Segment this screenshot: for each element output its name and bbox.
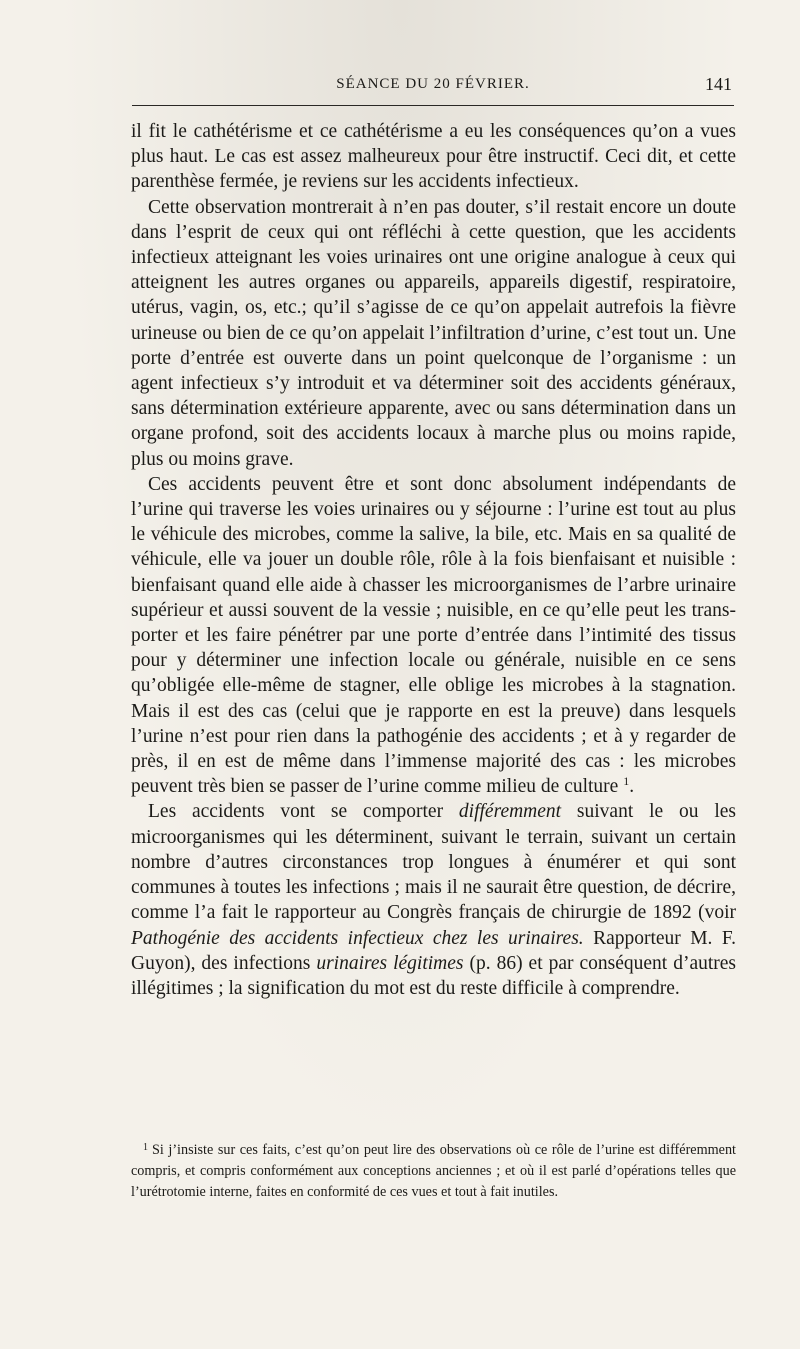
footnote-paragraph xyxy=(131,1140,736,1202)
body-text xyxy=(131,119,736,1001)
header-rule xyxy=(132,105,734,106)
italic-differemment: différemment xyxy=(458,801,562,823)
footnote-text: Si j’insiste sur ces faits, c’est qu’on peut lire des observations où ce rôle de l’urine est différemment compris, et compris conformément aux conceptions anciennes ; et où il est parlé d’opérations telles que l’urétrotomie interne, faites en conformité de ces vues et tout à fait inutiles. xyxy=(131,1142,736,1200)
paragraph-4-text-b: suivant le ou les microorganismes qui les déterminent, suivant le terrain, suivant un certain nombre d’autres circonstances trop longues à énumérer et qui sont communes à toutes les infections ; mais il ne saurait être question, de décrire, comme l’a fait le rapporteur au Congrès français de chirurgie de 1892 (voir xyxy=(131,801,736,924)
paragraph-3-text: Ces accidents peuvent être et sont donc absolument indépendants de l’urine qui traverse les voies urinaires ou y séjourne : l’urine est tout au plus le véhicule des microbes, comme la salive, la bile, etc. Mais en sa qualité de véhicule, elle va jouer un double rôle, rôle à la fois bienfaisant et nuisible : bienfaisant quand elle aide à chasser les microorganismes de l’arbre urinaire supérieur et aussi souvent de la vessie ; nuisible, en ce qu’elle peut les transporter et les faire pénétrer par une porte d’entrée dans l’intimité des tissus pour y déterminer une infection locale ou générale, nuisible en ce sens qu’obligée elle-même de stagner, elle oblige les microbes à la stagnation. Mais il est des cas (celui que je rapporte en est la preuve) dans lesquels l’urine n’est pour rien dans la pathogénie des accidents ; et à y regarder de près, il en est de même dans l’immense majorité des cas : les microbes peuvent très bien se passer de l’urine comme milieu de culture xyxy=(131,473,736,798)
italic-urinaires-legitimes: urinaires légitimes xyxy=(316,952,464,974)
paragraph-4-text-a: Les accidents vont se comporter xyxy=(148,801,459,823)
footnote-reference: 1 xyxy=(623,774,630,789)
italic-citation-title: Pathogénie des accidents infectieux chez les urinaires. xyxy=(131,927,584,949)
paragraph-4-text-c: Rapporteur M. F. Guyon), des infections xyxy=(131,927,736,974)
paragraph-1: il fit le cathétérisme et ce cathétérisme a eu les conséquences qu’on a vues plus haut. Le cas est assez malheureux pour être instructif. Ceci dit, et cette parenthèse fermée, je reviens sur les accidents infectieux. xyxy=(131,121,736,193)
footnote xyxy=(131,1140,736,1202)
paragraph-3-end: . xyxy=(629,776,635,798)
footnote-mark: 1 xyxy=(143,1142,148,1153)
paragraph-3 xyxy=(131,472,736,800)
paragraph-4 xyxy=(131,799,736,1001)
running-title: SÉANCE DU 20 FÉVRIER. xyxy=(336,76,530,92)
page-number: 141 xyxy=(705,74,732,94)
running-head xyxy=(132,72,734,102)
paragraph-2: Cette observation montrerait à n’en pas douter, s’il restait encore un doute dans l’esprit de ceux qui ont réfléchi à cette question, que les accidents infectieux atteignant les voies urinaires ont une origine analogue à ceux qui atteignent les autres organes ou appareils, appareils digestif, respiratoire, utérus, vagin, os, etc.; qu’il s’agisse de ce qu’on appelait autrefois la fièvre urineuse ou bien de ce qu’on appelait l’infiltration d’urine, c’est tout un. Une porte d’entrée est ouverte dans un point quelconque de l’organisme : un agent infectieux s’y introduit et va déterminer soit des accidents généraux, sans détermination extérieure apparente, avec ou sans détermination dans un organe profond, soit des accidents locaux à marche plus ou moins rapide, plus ou moins grave. xyxy=(131,196,736,470)
paragraph-4-text-d: (p. 86) et par conséquent d’autres illégitimes ; la signification du mot est du reste difficile à comprendre. xyxy=(131,952,737,999)
